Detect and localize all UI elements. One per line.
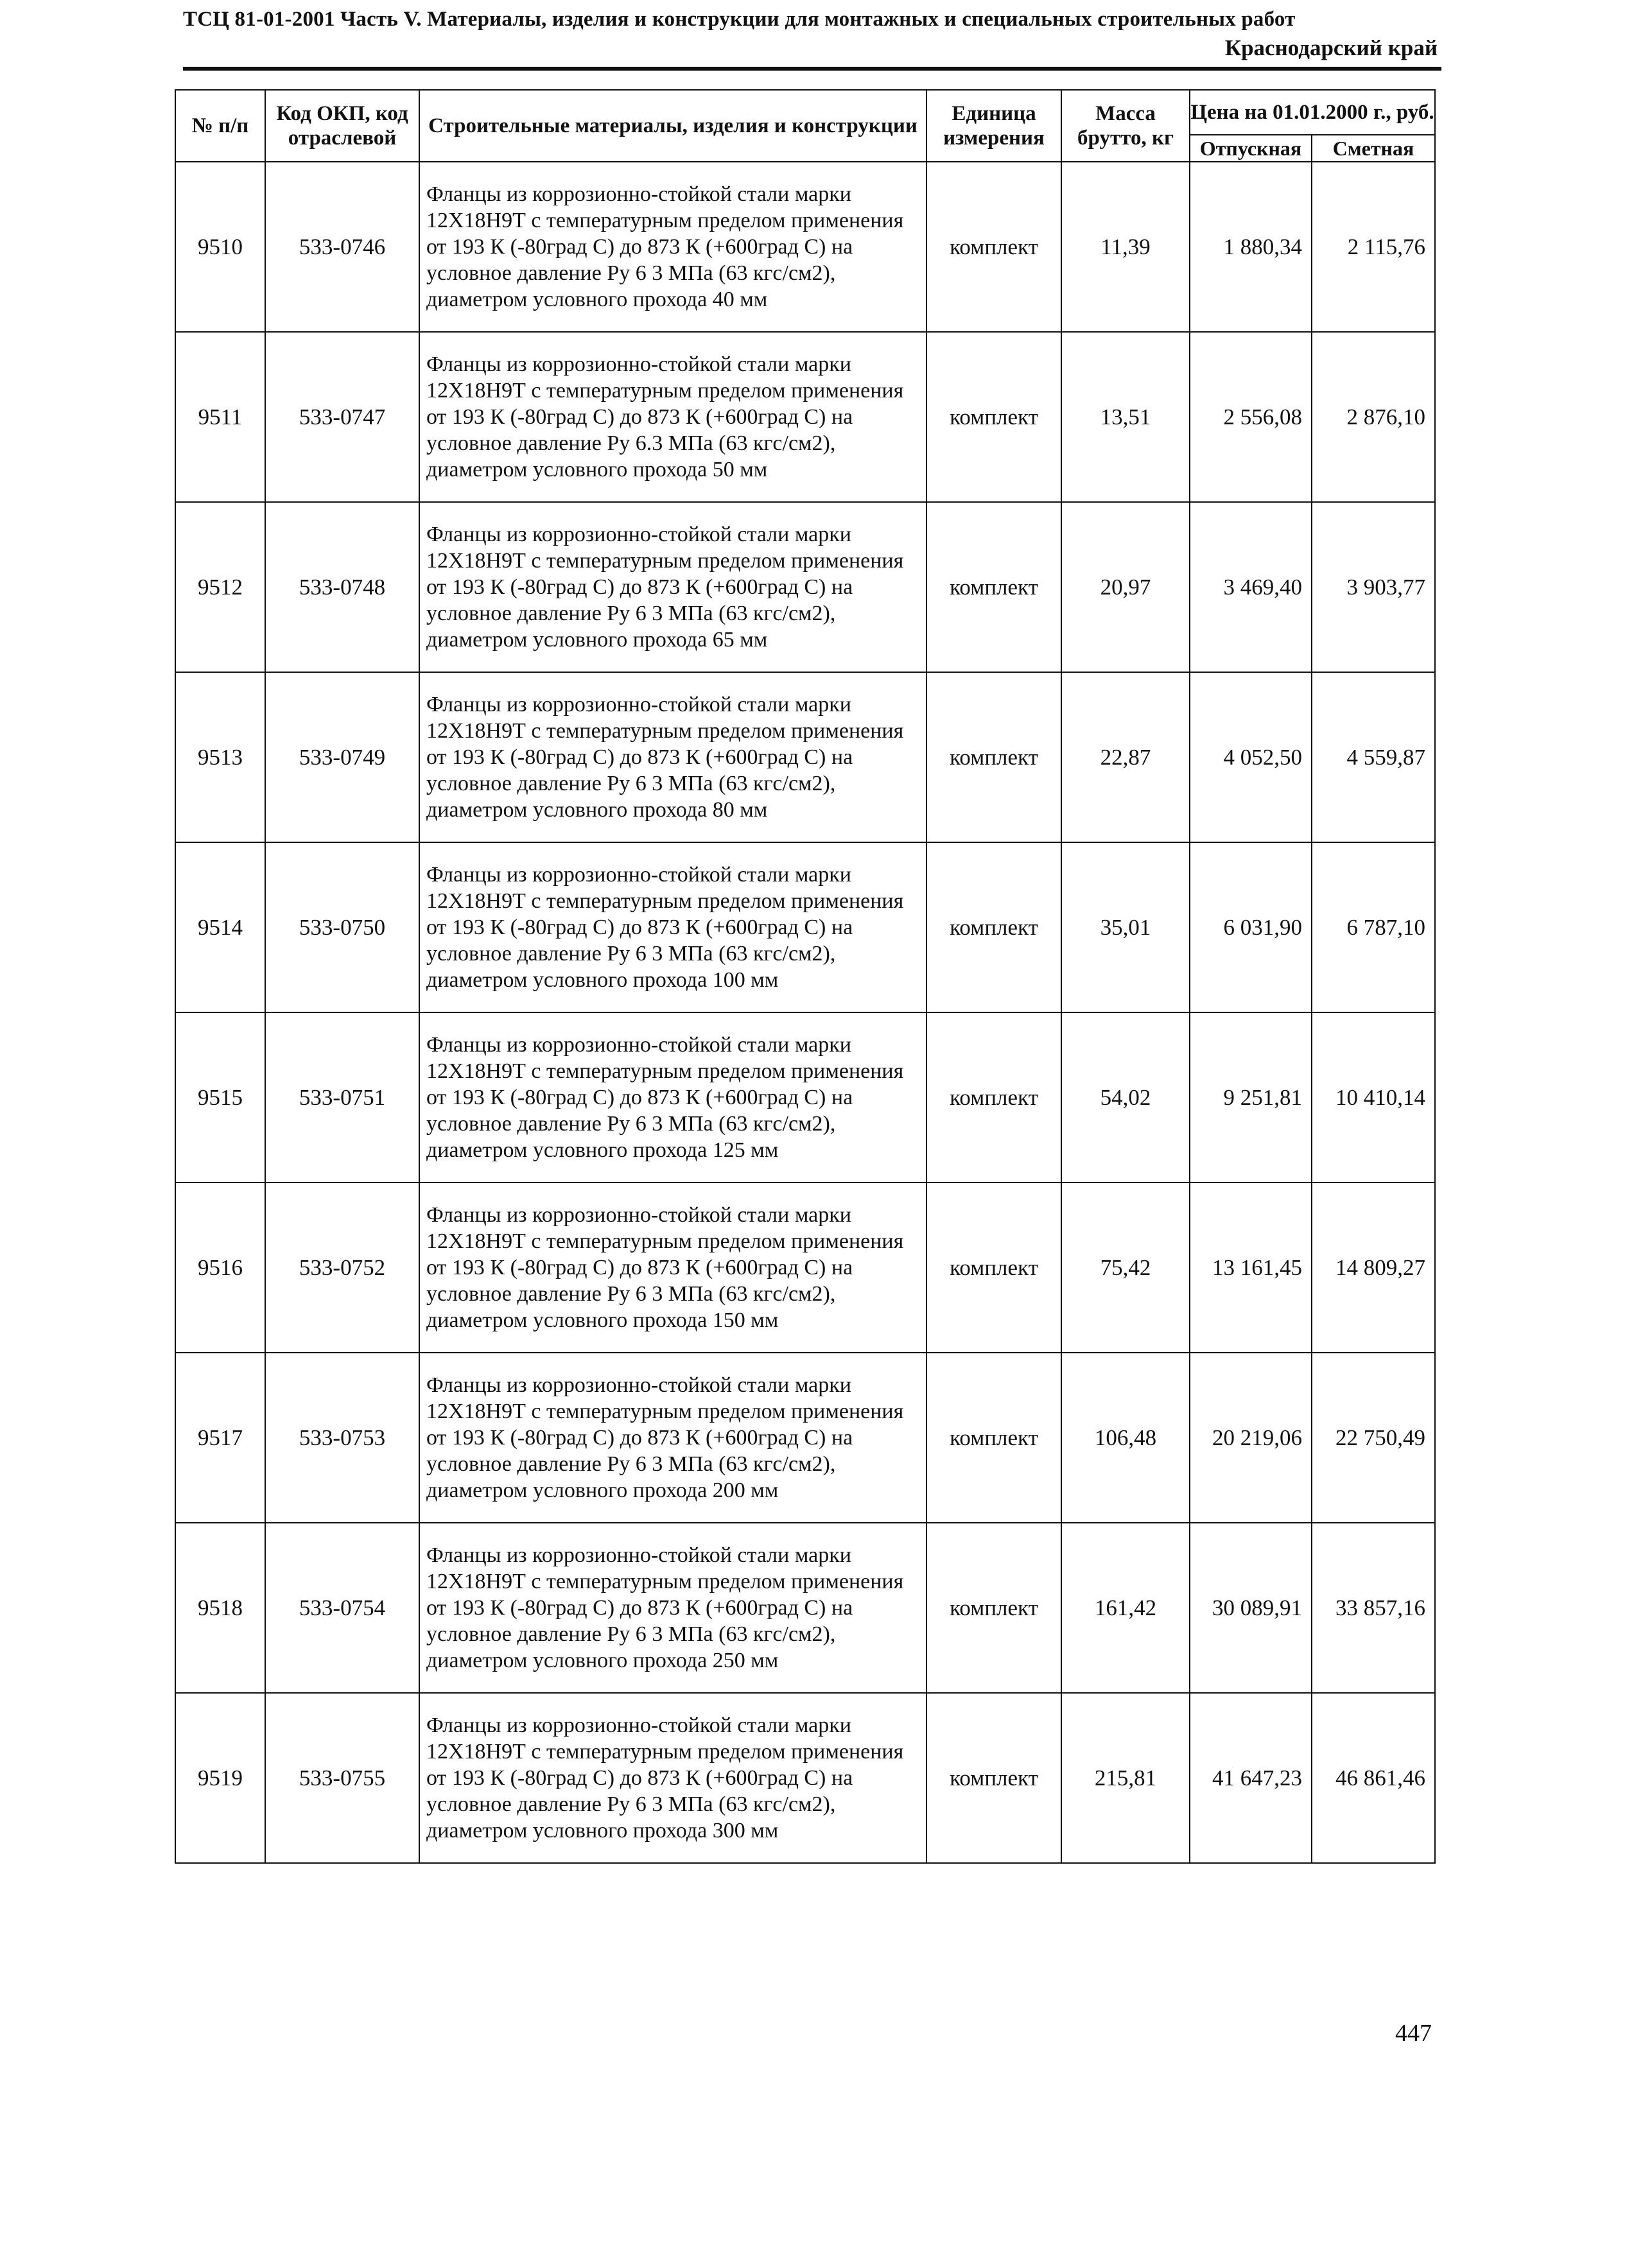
table-row (175, 1183, 1435, 1353)
cell-price-estimate: 33 857,16 (1312, 1523, 1435, 1693)
table-row (175, 502, 1435, 672)
cell-num: 9518 (175, 1523, 265, 1693)
cell-num: 9513 (175, 672, 265, 842)
cell-unit: комплект (926, 1693, 1061, 1863)
column-header-code: Код ОКП, код отраслевой (265, 90, 419, 162)
cell-code: 533-0746 (265, 162, 419, 332)
cell-mass: 161,42 (1061, 1523, 1190, 1693)
cell-code: 533-0753 (265, 1353, 419, 1523)
cell-description: Фланцы из коррозионно-стойкой стали марки 12Х18Н9Т с температурным пределом применения от 193 К (-80град С) до 873 К (+600град С) на условное давление Ру 6 3 МПа (63 кгс/см2), диаметром условного прохода 125 мм (419, 1012, 926, 1183)
cell-description: Фланцы из коррозионно-стойкой стали марки 12Х18Н9Т с температурным пределом применения от 193 К (-80град С) до 873 К (+600град С) на условное давление Ру 6 3 МПа (63 кгс/см2), диаметром условного прохода 40 мм (419, 162, 926, 332)
page-header (183, 5, 1441, 71)
cell-mass: 11,39 (1061, 162, 1190, 332)
cell-mass: 20,97 (1061, 502, 1190, 672)
cell-price-release: 30 089,91 (1190, 1523, 1312, 1693)
cell-description: Фланцы из коррозионно-стойкой стали марки 12Х18Н9Т с температурным пределом применения от 193 К (-80град С) до 873 К (+600град С) на условное давление Ру 6 3 МПа (63 кгс/см2), диаметром условного прохода 300 мм (419, 1693, 926, 1863)
document-title: ТСЦ 81-01-2001 Часть V. Материалы, изделия и конструкции для монтажных и специальных строительных работ (183, 8, 1296, 31)
column-header-price-estimate: Сметная (1312, 135, 1435, 162)
cell-num: 9516 (175, 1183, 265, 1353)
price-table (175, 89, 1436, 1864)
table-row (175, 162, 1435, 332)
cell-price-release: 3 469,40 (1190, 502, 1312, 672)
column-header-price-release: Отпускная (1190, 135, 1312, 162)
cell-num: 9511 (175, 332, 265, 502)
cell-unit: комплект (926, 162, 1061, 332)
cell-price-estimate: 14 809,27 (1312, 1183, 1435, 1353)
cell-price-estimate: 22 750,49 (1312, 1353, 1435, 1523)
table-row (175, 1353, 1435, 1523)
cell-price-estimate: 6 787,10 (1312, 842, 1435, 1012)
cell-num: 9519 (175, 1693, 265, 1863)
cell-price-release: 41 647,23 (1190, 1693, 1312, 1863)
cell-price-release: 9 251,81 (1190, 1012, 1312, 1183)
cell-num: 9510 (175, 162, 265, 332)
cell-price-estimate: 2 115,76 (1312, 162, 1435, 332)
cell-mass: 13,51 (1061, 332, 1190, 502)
cell-price-estimate: 2 876,10 (1312, 332, 1435, 502)
table-row (175, 842, 1435, 1012)
cell-code: 533-0751 (265, 1012, 419, 1183)
cell-unit: комплект (926, 1012, 1061, 1183)
cell-num: 9517 (175, 1353, 265, 1523)
table-row (175, 672, 1435, 842)
cell-mass: 75,42 (1061, 1183, 1190, 1353)
cell-unit: комплект (926, 332, 1061, 502)
cell-price-estimate: 10 410,14 (1312, 1012, 1435, 1183)
table-row (175, 1012, 1435, 1183)
cell-code: 533-0755 (265, 1693, 419, 1863)
cell-description: Фланцы из коррозионно-стойкой стали марки 12Х18Н9Т с температурным пределом применения от 193 К (-80град С) до 873 К (+600град С) на условное давление Ру 6 3 МПа (63 кгс/см2), диаметром условного прохода 100 мм (419, 842, 926, 1012)
table-header-row (175, 90, 1435, 135)
column-header-unit: Единица измерения (926, 90, 1061, 162)
cell-price-estimate: 3 903,77 (1312, 502, 1435, 672)
table-row (175, 1693, 1435, 1863)
cell-description: Фланцы из коррозионно-стойкой стали марки 12Х18Н9Т с температурным пределом применения от 193 К (-80град С) до 873 К (+600град С) на условное давление Ру 6 3 МПа (63 кгс/см2), диаметром условного прохода 200 мм (419, 1353, 926, 1523)
table-row (175, 1523, 1435, 1693)
cell-description: Фланцы из коррозионно-стойкой стали марки 12Х18Н9Т с температурным пределом применения от 193 К (-80град С) до 873 К (+600град С) на условное давление Ру 6.3 МПа (63 кгс/см2), диаметром условного прохода 50 мм (419, 332, 926, 502)
cell-code: 533-0750 (265, 842, 419, 1012)
cell-num: 9512 (175, 502, 265, 672)
cell-mass: 106,48 (1061, 1353, 1190, 1523)
cell-price-release: 4 052,50 (1190, 672, 1312, 842)
cell-unit: комплект (926, 1523, 1061, 1693)
cell-mass: 22,87 (1061, 672, 1190, 842)
cell-mass: 215,81 (1061, 1693, 1190, 1863)
cell-code: 533-0747 (265, 332, 419, 502)
cell-mass: 54,02 (1061, 1012, 1190, 1183)
column-header-num: № п/п (175, 90, 265, 162)
cell-price-release: 2 556,08 (1190, 332, 1312, 502)
region-name: Краснодарский край (1224, 35, 1438, 60)
cell-price-release: 1 880,34 (1190, 162, 1312, 332)
cell-price-release: 6 031,90 (1190, 842, 1312, 1012)
cell-mass: 35,01 (1061, 842, 1190, 1012)
cell-unit: комплект (926, 842, 1061, 1012)
cell-price-estimate: 4 559,87 (1312, 672, 1435, 842)
cell-description: Фланцы из коррозионно-стойкой стали марки 12Х18Н9Т с температурным пределом применения от 193 К (-80град С) до 873 К (+600град С) на условное давление Ру 6 3 МПа (63 кгс/см2), диаметром условного прохода 80 мм (419, 672, 926, 842)
column-header-mass: Масса брутто, кг (1061, 90, 1190, 162)
column-header-material: Строительные материалы, изделия и конструкции (419, 90, 926, 162)
header-divider (183, 67, 1441, 71)
cell-unit: комплект (926, 1183, 1061, 1353)
cell-unit: комплект (926, 1353, 1061, 1523)
cell-unit: комплект (926, 672, 1061, 842)
cell-description: Фланцы из коррозионно-стойкой стали марки 12Х18Н9Т с температурным пределом применения от 193 К (-80град С) до 873 К (+600град С) на условное давление Ру 6 3 МПа (63 кгс/см2), диаметром условного прохода 250 мм (419, 1523, 926, 1693)
column-header-price-group: Цена на 01.01.2000 г., руб. (1190, 90, 1435, 135)
cell-code: 533-0749 (265, 672, 419, 842)
cell-price-release: 20 219,06 (1190, 1353, 1312, 1523)
cell-code: 533-0748 (265, 502, 419, 672)
cell-num: 9514 (175, 842, 265, 1012)
cell-price-estimate: 46 861,46 (1312, 1693, 1435, 1863)
cell-code: 533-0752 (265, 1183, 419, 1353)
page-number: 447 (1395, 2020, 1432, 2047)
cell-unit: комплект (926, 502, 1061, 672)
cell-code: 533-0754 (265, 1523, 419, 1693)
table-row (175, 332, 1435, 502)
cell-num: 9515 (175, 1012, 265, 1183)
cell-price-release: 13 161,45 (1190, 1183, 1312, 1353)
cell-description: Фланцы из коррозионно-стойкой стали марки 12Х18Н9Т с температурным пределом применения от 193 К (-80град С) до 873 К (+600град С) на условное давление Ру 6 3 МПа (63 кгс/см2), диаметром условного прохода 150 мм (419, 1183, 926, 1353)
cell-description: Фланцы из коррозионно-стойкой стали марки 12Х18Н9Т с температурным пределом применения от 193 К (-80град С) до 873 К (+600град С) на условное давление Ру 6 3 МПа (63 кгс/см2), диаметром условного прохода 65 мм (419, 502, 926, 672)
table-body (175, 162, 1435, 1863)
